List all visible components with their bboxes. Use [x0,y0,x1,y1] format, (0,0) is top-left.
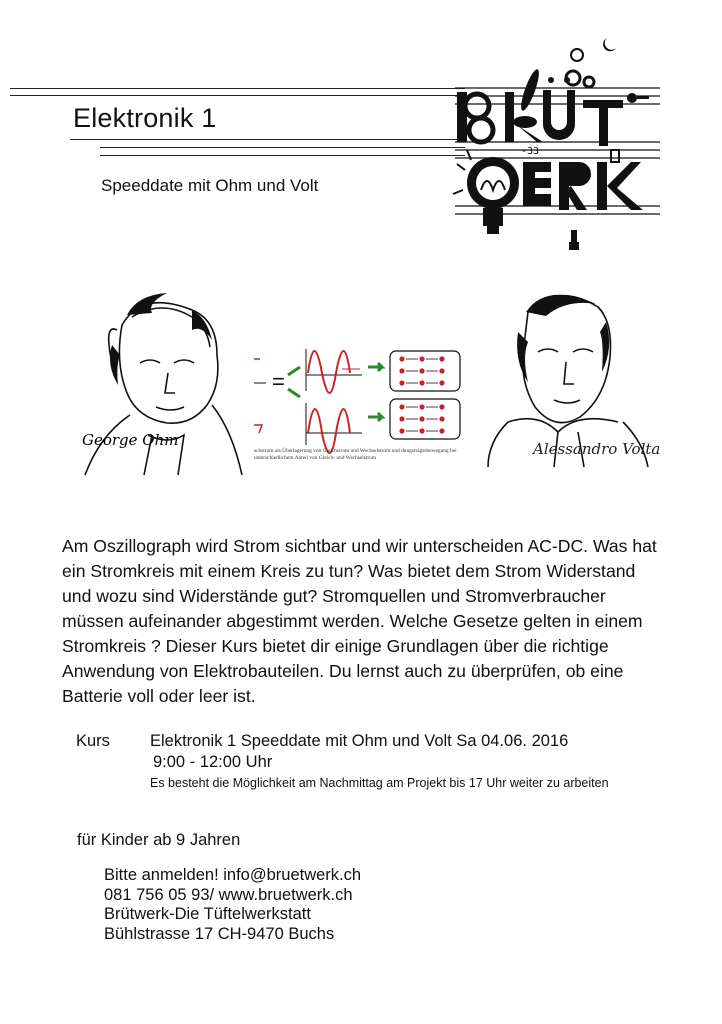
header-rule [100,155,465,156]
ohm-signature: George Ohm [82,431,179,449]
course-note: Es besteht die Möglichkeit am Nachmittag am Projekt bis 17 Uhr weiter zu arbeiten [150,776,609,790]
header-rule [10,88,465,89]
diagram-caption: schstrom als Überlagerung von Gleichstrom und Wechselstrom und dungsträgerbewegung bei unterschiedlichem Anteil von Gleich- und Wechselstrom [254,448,457,461]
bruetwerk-logo [425,30,685,260]
header-rule [100,147,465,148]
header-rule [70,139,465,140]
volta-signature: Alessandro Volta [533,440,661,458]
audience: für Kinder ab 9 Jahren [77,831,241,849]
page-subtitle: Speeddate mit Ohm und Volt [101,176,319,195]
ohm-portrait [72,285,247,485]
page-title: Elektronik 1 [73,103,217,133]
course-label: Kurs [76,732,110,750]
contact-phone-web: 081 756 05 93/ www.bruetwerk.ch [104,885,353,904]
course-description: Am Oszillograph wird Strom sichtbar und wir unterscheiden AC-DC. Was hat ein Stromkreis mit einem Kreis zu tun? Was bietet dem Strom Widerstand und wozu sind Widerstände gut? Stromquellen und Stromverbraucher müssen aufeinander abgestimmt werden. Welche Gesetze gelten in einem Stromkreis ? Dieser Kurs bietet dir einige Grundlagen über die richtige Anwendung von Elektrobauteilen. Du lernst auch zu überprüfen, ob eine Batterie voll oder leer ist. [62,536,657,706]
svg-text:-33: -33 [521,146,540,157]
contact-signup: Bitte anmelden! info@bruetwerk.ch [104,866,362,884]
contact-block [104,866,361,944]
course-time: 9:00 - 12:00 Uhr [153,753,273,771]
course-value: Elektronik 1 Speeddate mit Ohm und Volt Sa 04.06. 2016 [150,732,569,750]
equals-sign: = [272,369,285,394]
contact-address: Bühlstrasse 17 CH-9470 Buchs [104,924,335,943]
contact-org: Brütwerk-Die Tüftelwerkstatt [104,905,311,923]
acdc-diagram [250,345,480,455]
header-rule [10,95,465,96]
